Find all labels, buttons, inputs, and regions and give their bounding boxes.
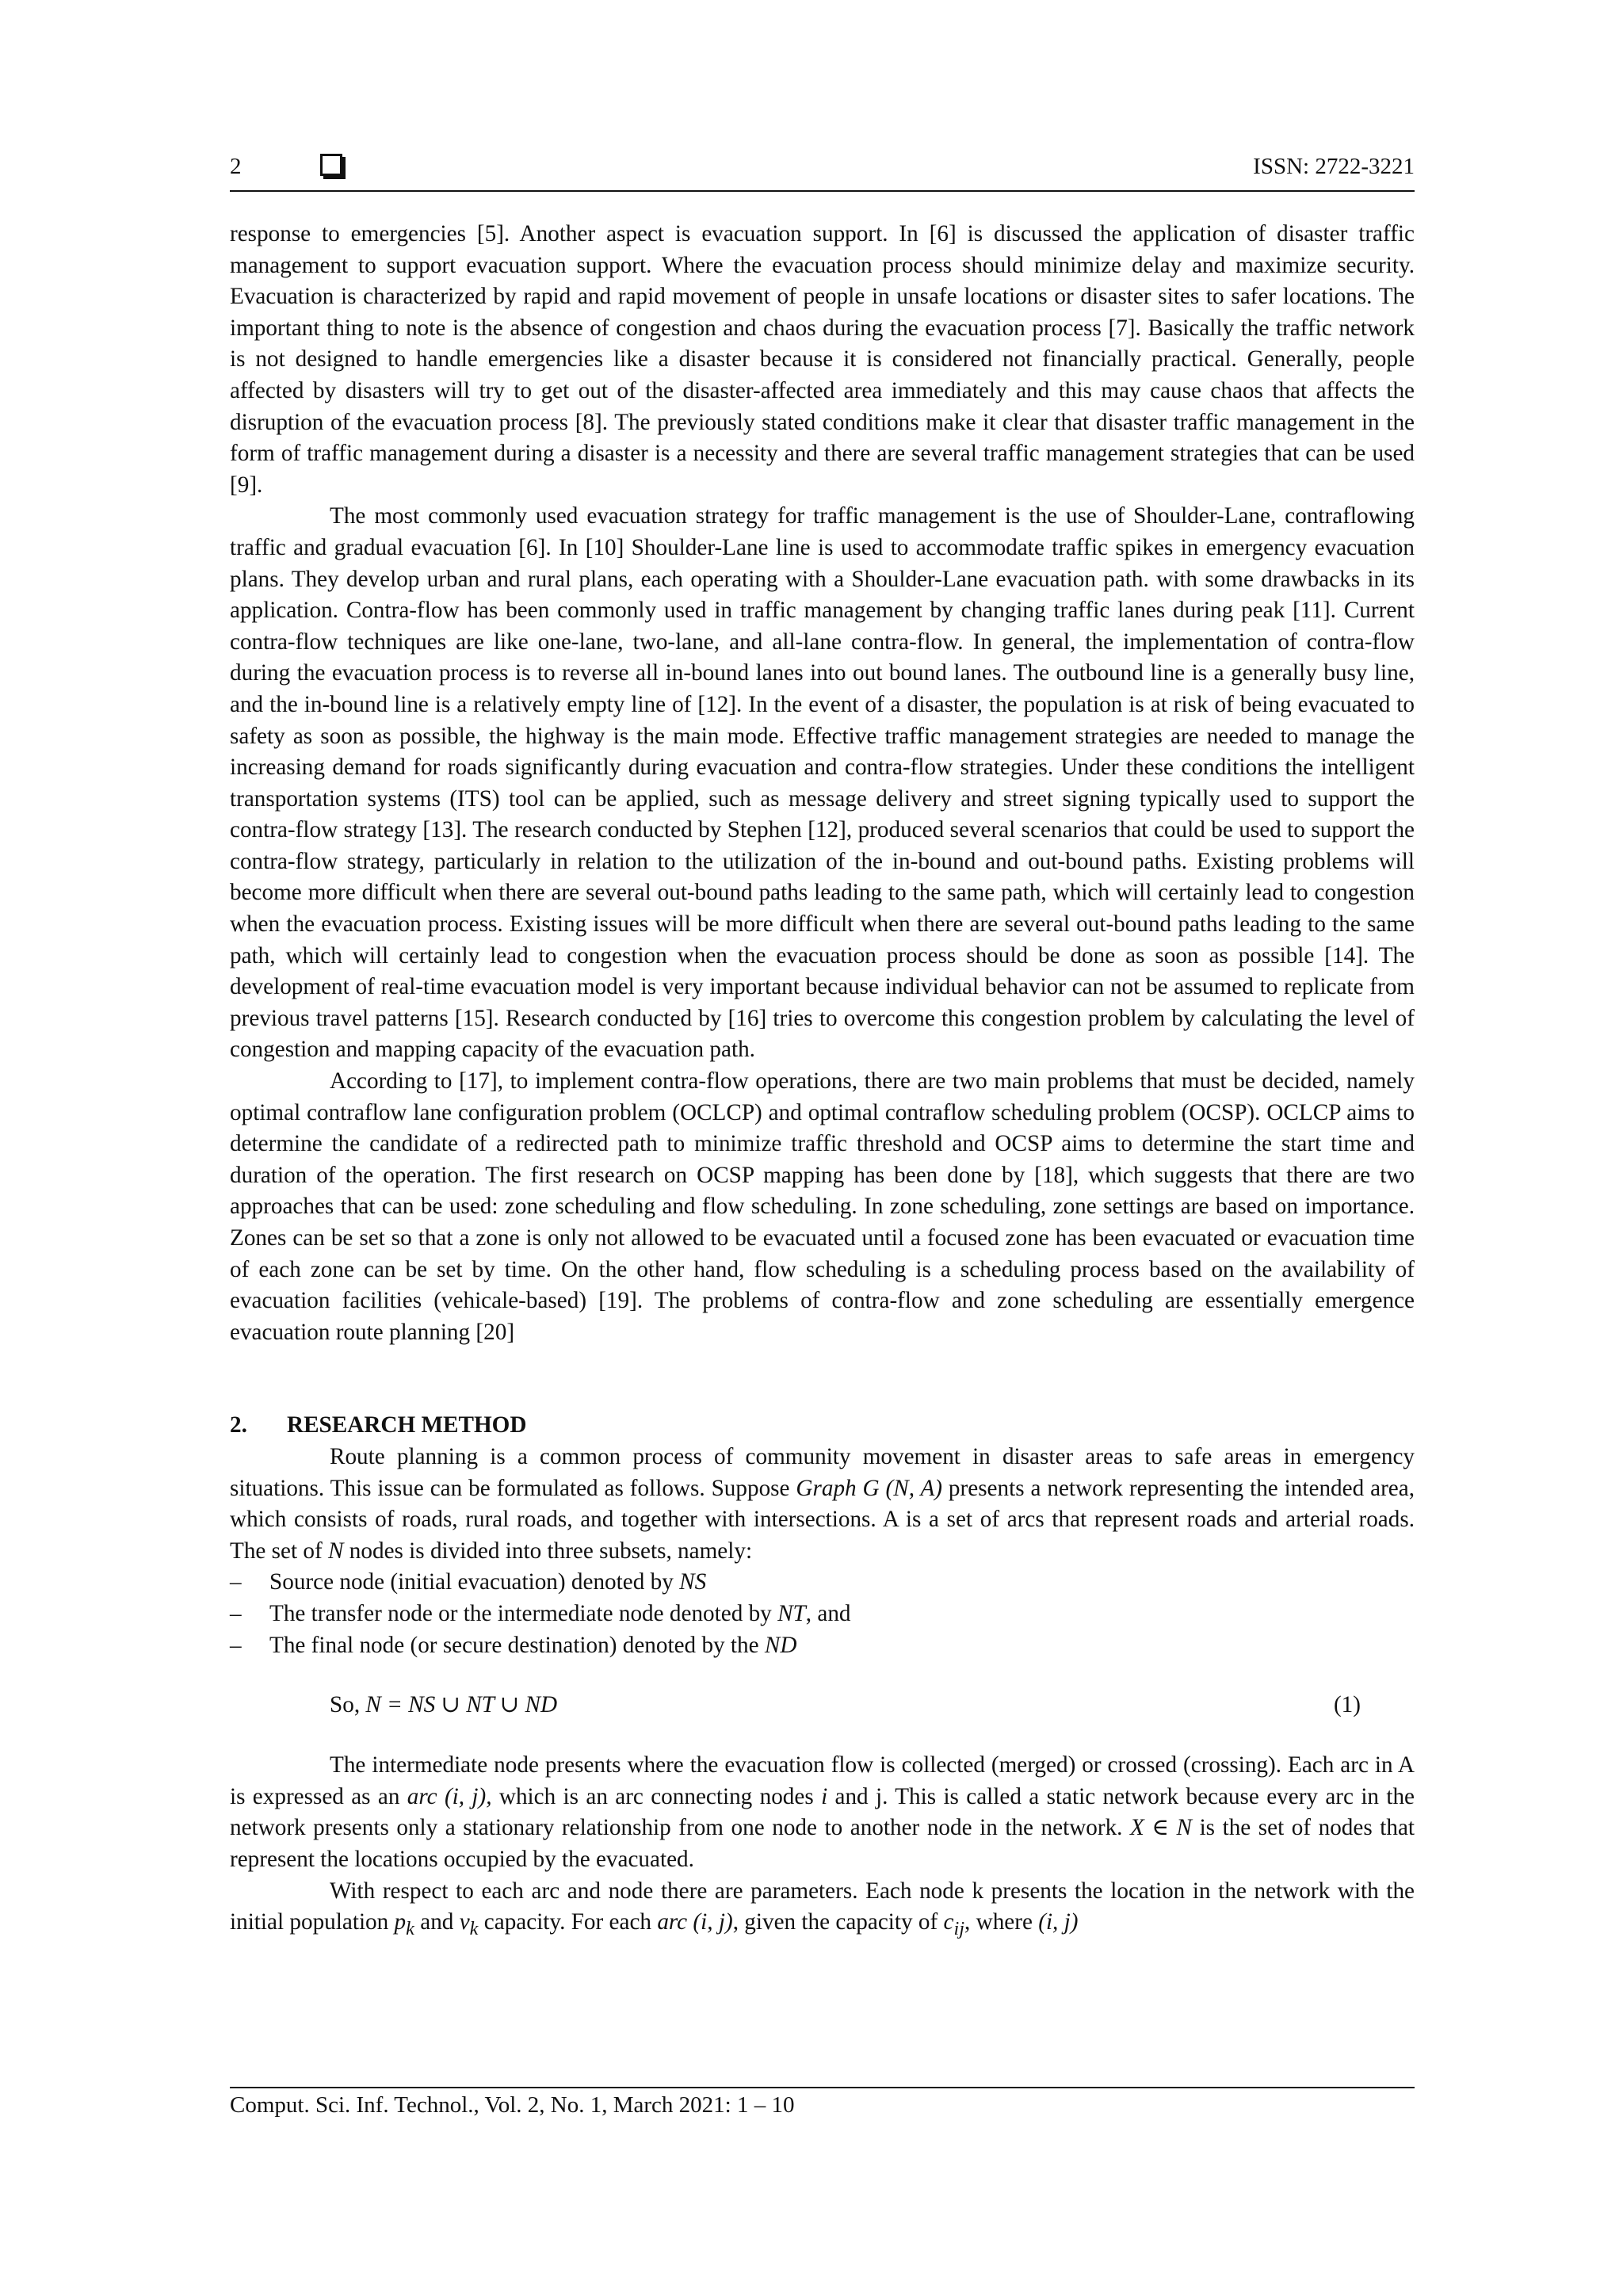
graph-symbol: Graph G (N, A): [796, 1475, 942, 1501]
footer-rule: [230, 2087, 1415, 2088]
cij-symbol: c: [943, 1909, 954, 1935]
section-title: RESEARCH METHOD: [287, 1412, 527, 1438]
k-subscript: k: [469, 1917, 479, 1939]
p6-text-e: , where: [964, 1909, 1039, 1935]
p6-text-c: capacity. For each: [478, 1909, 658, 1935]
x-symbol: X ∈ N: [1130, 1815, 1193, 1841]
list-item-tail: , and: [805, 1600, 851, 1626]
equation-prefix: So,: [330, 1692, 366, 1718]
paragraph-5: [230, 1750, 1415, 1875]
issn: ISSN: 2722-3221: [1253, 154, 1415, 179]
p6-text-b: and: [414, 1909, 460, 1935]
list-item-text: The transfer node or the intermediate node denoted by: [269, 1600, 778, 1626]
list-item-text: Source node (initial evacuation) denoted by: [269, 1569, 680, 1595]
n-symbol: N: [328, 1538, 344, 1564]
arc-symbol: (i, j): [1038, 1909, 1079, 1935]
paragraph-4: [230, 1442, 1415, 1567]
section-heading: [230, 1410, 1415, 1442]
p5-text-a: The intermediate node presents where the evacuation flow is collected (merged) or crossed (crossing). Each arc in A is expressed as an: [230, 1752, 1415, 1809]
p6-text-d: , given the capacity of: [732, 1909, 944, 1935]
k-subscript: k: [406, 1917, 414, 1939]
vk-symbol: v: [459, 1909, 470, 1935]
list-item-symbol: ND: [764, 1632, 797, 1658]
header-rule: [230, 190, 1415, 192]
p4-text-a: Route planning is a common process of community movement in disaster areas to safe areas in emergency situations. This issue can be formulated as follows. Suppose: [230, 1443, 1415, 1501]
p5-text-b: which is an arc connecting nodes: [491, 1783, 822, 1809]
list-item-text: The final node (or secure destination) denoted by the: [269, 1632, 765, 1658]
p4-text-c: nodes is divided into three subsets, namely:: [343, 1538, 753, 1564]
equation-1: [230, 1690, 1415, 1721]
paragraph-2: The most commonly used evacuation strategy for traffic management is the use of Shoulder-Lane, contraflowing traffic and gradual evacuation [6]. In [10] Shoulder-Lane line is used to accommodate traffic spikes in emergency evacuation plans. They develop urban and rural plans, each operating with a Shoulder-Lane evacuation path. with some drawbacks in its application. Contra-flow has been commonly used in traffic management by changing traffic lanes during peak [11]. Current contra-flow techniques are like one-lane, two-lane, and all-lane contra-flow. In general, the implementation of contra-flow during the evacuation process is to reverse all in-bound lanes into out bound lanes. The outbound line is a generally busy line, and the in-bound line is a relatively empty line of [12]. In the event of a disaster, the population is at risk of being evacuated to safety as soon as possible, the highway is the main mode. Effective traffic management strategies are needed to manage the increasing demand for roads significantly during evacuation and contra-flow strategies. Under these conditions the intelligent transportation systems (ITS) tool can be applied, such as message delivery and street signing typically used to support the contra-flow strategy [13]. The research conducted by Stephen [12], produced several scenarios that could be used to support the contra-flow strategy, particularly in relation to the utilization of the in-bound and out-bound paths. Existing problems will become more difficult when there are several out-bound paths leading to the same path, which will certainly lead to congestion when the evacuation process. Existing issues will be more difficult when there are several out-bound paths leading to the same path, which will certainly lead to congestion when the evacuation process should be done as soon as possible [14]. The development of real-time evacuation model is very important because individual behavior can not be assumed to replicate from previous travel patterns [15]. Research conducted by [16] tries to overcome this congestion problem by calculating the level of congestion and mapping capacity of the evacuation path.: [230, 503, 1415, 1063]
page-number: 2: [230, 154, 242, 179]
p5-text-d: is the set of nodes that represent the locations occupied by the evacuated.: [230, 1815, 1415, 1872]
page: [230, 151, 1415, 1939]
arc-symbol: arc (i, j): [657, 1909, 733, 1935]
list-item: [230, 1599, 1415, 1630]
p4-text-b: presents a network representing the intended area, which consists of roads, rural roads, and together with intersections. A is a set of arcs that represent roads and arterial roads. The set of: [230, 1475, 1415, 1564]
arc-symbol: arc (i, j),: [407, 1783, 492, 1809]
list-item-symbol: NS: [679, 1569, 707, 1595]
running-header: [230, 151, 1415, 185]
p6-text-a: With respect to each arc and node there are parameters. Each node k presents the location in the network with the initial population: [230, 1878, 1415, 1935]
list-item-symbol: NT: [777, 1600, 806, 1626]
pk-symbol: p: [394, 1909, 407, 1935]
section-number: 2.: [230, 1412, 247, 1438]
footer-citation: Comput. Sci. Inf. Technol., Vol. 2, No. 1, March 2021: 1 – 10: [230, 2092, 795, 2118]
node-subset-list: [230, 1567, 1415, 1661]
equation-number: (1): [1333, 1692, 1361, 1718]
i-symbol: i: [821, 1783, 828, 1809]
paragraph-3: According to [17], to implement contra-flow operations, there are two main problems that must be decided, namely optimal contraflow lane configuration problem (OCLCP) and optimal contraflow scheduling problem (OCSP). OCLCP aims to determine the candidate of a redirected path to minimize traffic threshold and OCSP aims to determine the start time and duration of the operation. The first research on OCSP mapping has been done by [18], which suggests that there are two approaches that can be used: zone scheduling and flow scheduling. In zone scheduling, zone settings are based on importance. Zones can be set so that a zone is only not allowed to be evacuated until a focused zone has been evacuated or evacuation time of each zone can be set by time. On the other hand, flow scheduling is a scheduling process based on the availability of evacuation facilities (vehicale-based) [19]. The problems of contra-flow and zone scheduling are essentially emergence evacuation route planning [20]: [230, 1068, 1415, 1345]
article-body: [230, 219, 1415, 1945]
list-item: [230, 1630, 1415, 1662]
ij-subscript: ij: [953, 1917, 965, 1939]
equation-formula: N = NS ∪ NT ∪ ND: [365, 1692, 558, 1718]
paragraph-1: response to emergencies [5]. Another aspect is evacuation support. In [6] is discussed the application of disaster traffic management to support evacuation support. Where the evacuation process should minimize delay and maximize security. Evacuation is characterized by rapid and rapid movement of people in unsafe locations or disaster sites to safer locations. The important thing to note is the absence of congestion and chaos during the evacuation process [7]. Basically the traffic network is not designed to handle emergencies like a disaster because it is considered not financially practical. Generally, people affected by disasters will try to get out of the disaster-affected area immediately and this may cause chaos that affects the disruption of the evacuation process [8]. The previously stated conditions make it clear that disaster traffic management in the form of traffic management during a disaster is a necessity and there are several traffic management strategies that can be used [9].: [230, 221, 1415, 498]
list-item: [230, 1567, 1415, 1599]
paragraph-6: [230, 1876, 1415, 1945]
p5-text-c: and j. This is called a static network because every arc in the network presents only a stationary relationship from one node to another node in the network.: [230, 1783, 1415, 1841]
ballot-box-icon: [320, 154, 342, 176]
